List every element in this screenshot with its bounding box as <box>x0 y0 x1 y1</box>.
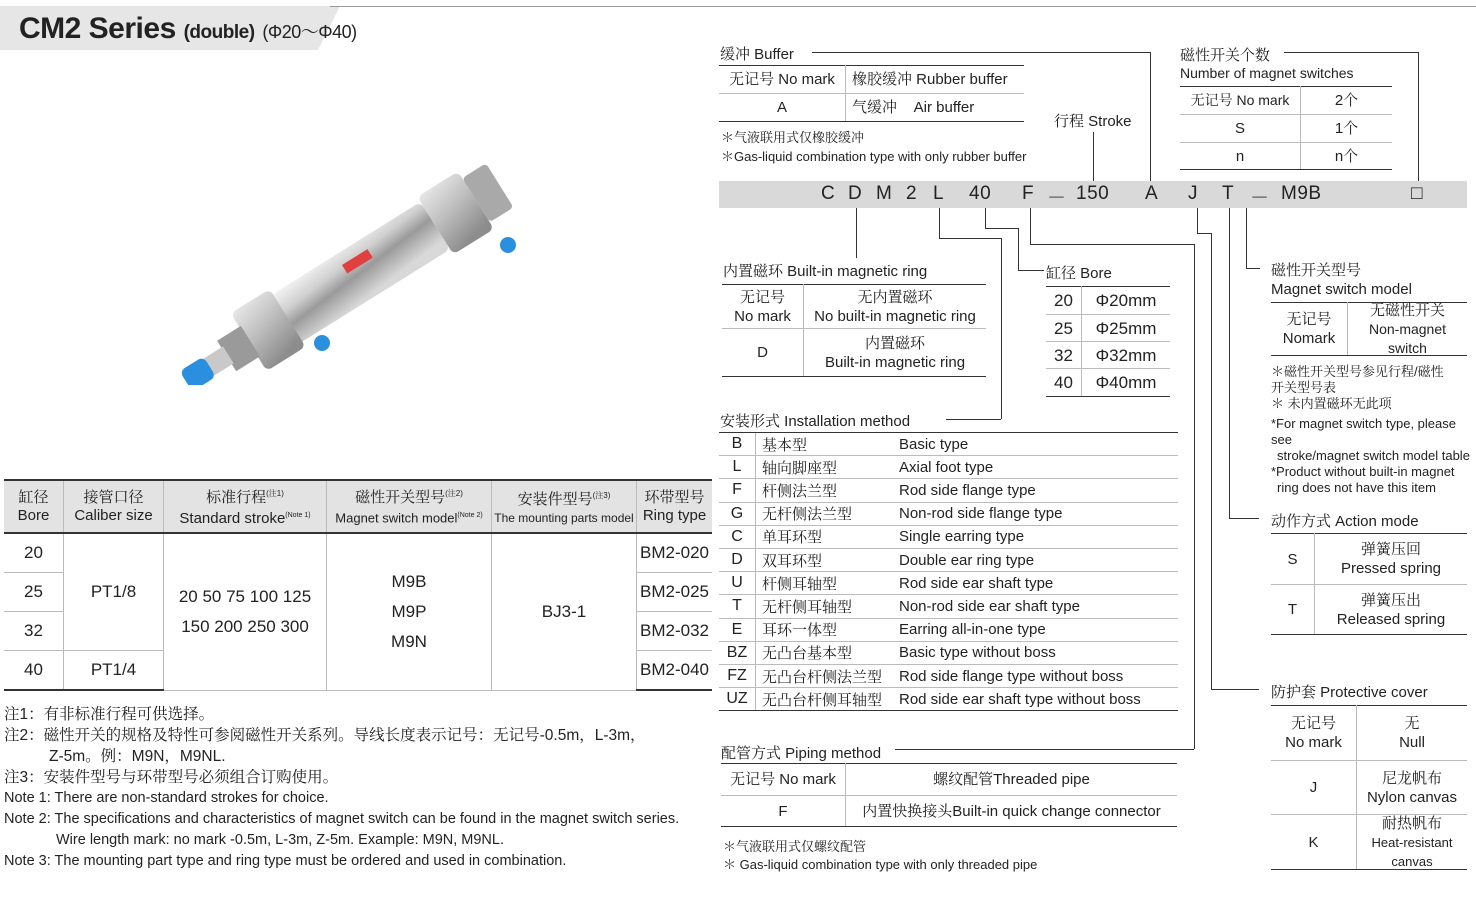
table-row <box>4 533 712 573</box>
install-code: E <box>719 619 756 641</box>
bore-cell: 32 <box>4 612 64 651</box>
install-code: FZ <box>719 665 756 687</box>
bore-cell: 40 <box>4 651 64 691</box>
install-en: Non-rod side ear shaft type <box>899 597 1080 615</box>
note-cn-2-cont: Z-5m。例：M9N，M9NL. <box>49 748 226 765</box>
install-code: UZ <box>719 688 756 710</box>
cylinder-image <box>150 165 570 385</box>
cover-row-2-desc: 耐热帆布 Heat-resistant canvas <box>1371 814 1453 869</box>
series-title: CM2 Series (double) (Φ20～Φ40) <box>19 12 357 45</box>
piping-row-1-code: F <box>778 802 788 820</box>
install-cn: 双耳环型 <box>762 552 823 570</box>
install-en: Double ear ring type <box>899 551 1035 569</box>
install-cn: 单耳环型 <box>762 529 823 547</box>
install-en: Rod side flange type <box>899 481 1036 499</box>
series-double: (double) <box>183 22 255 43</box>
stroke-cell: 20 50 75 100 125 150 200 250 300 <box>164 533 327 690</box>
install-cn: 无凸台杆侧耳轴型 <box>762 691 883 709</box>
action-row-1-desc: 弹簧压出 Released spring <box>1336 591 1446 628</box>
bore-row-2-code: 32 <box>1054 345 1073 365</box>
bore-cell: 20 <box>4 533 64 573</box>
switch-count-row-2-val: n个 <box>1334 147 1359 165</box>
switch-model-code: 无记号 Nomark <box>1282 311 1336 347</box>
switch-model-title-en: Magnet switch model <box>1271 281 1412 298</box>
note-en-3: Note 3: The mounting part type and ring type must be ordered and used in combination. <box>4 853 567 869</box>
action-row-1-code: T <box>1287 601 1298 618</box>
install-cn: 基本型 <box>762 436 808 454</box>
install-cn: 无杆侧耳轴型 <box>762 598 853 616</box>
code-dash-1: － <box>1047 188 1067 209</box>
code-a: A <box>1145 183 1159 204</box>
switch-count-title-cn: 磁性开关个数 <box>1180 47 1271 64</box>
switch-count-row-1-code: S <box>1234 120 1245 137</box>
cover-title: 防护套 Protective cover <box>1271 684 1428 701</box>
code-dash-2: － <box>1250 188 1270 209</box>
col-switch: 磁性开关型号$^{(注2)}$ Magnet switch model$^{(Note 2)}$ <box>327 480 492 533</box>
install-code: BZ <box>719 642 756 664</box>
switch-count-row-0-code: 无记号 No mark <box>1190 92 1290 108</box>
spec-table <box>4 479 712 691</box>
install-cn: 杆侧法兰型 <box>762 482 838 500</box>
switch-model-notes: ＊磁性开关型号参见行程/磁性 开关型号表 ＊ 未内置磁环无此项 *For magnet switch type, please see stroke/magnet switch model table *Product without built-in magnet ring does not have this item <box>1271 364 1470 495</box>
install-en: Earring all-in-one type <box>899 621 1046 639</box>
bore-row-3-val: Φ40mm <box>1095 373 1157 392</box>
install-cn: 无杆侧法兰型 <box>762 506 853 524</box>
ring-cell: BM2-032 <box>637 612 713 651</box>
install-en: Basic type without boss <box>899 644 1056 662</box>
code-switch: M9B <box>1281 183 1322 204</box>
install-row-f <box>719 479 1178 502</box>
install-en: Axial foot type <box>899 458 994 476</box>
cover-row-2-code: K <box>1308 833 1319 851</box>
code-j: J <box>1188 183 1198 204</box>
buffer-row-0-desc: 橡胶缓冲 Rubber buffer <box>852 71 1008 88</box>
buffer-row-1-desc: 气缓冲 Air buffer <box>852 99 975 116</box>
install-row-t <box>719 595 1178 618</box>
code-stroke: 150 <box>1076 183 1110 204</box>
action-title: 动作方式 Action mode <box>1271 513 1419 530</box>
code-l: L <box>933 183 945 204</box>
install-code: D <box>719 549 756 571</box>
col-caliber: 接管口径 Caliber size <box>64 480 164 533</box>
series-range: (Φ20～Φ40) <box>262 22 357 42</box>
switch-count-row-1-val: 1个 <box>1334 120 1359 137</box>
install-row-fz <box>719 665 1178 688</box>
install-code: B <box>719 433 756 455</box>
switch-count-title-en: Number of magnet switches <box>1180 65 1354 81</box>
install-row-c <box>719 526 1178 549</box>
install-row-d <box>719 549 1178 572</box>
ring-cell: BM2-020 <box>637 533 713 573</box>
caliber-cell: PT1/4 <box>64 651 164 691</box>
action-row-0-desc: 弹簧压回 Pressed spring <box>1340 541 1442 577</box>
bore-row-2-val: Φ32mm <box>1095 345 1157 365</box>
cover-row-1-desc: 尼龙帆布 Nylon canvas <box>1366 769 1458 806</box>
note-cn-3: 注3：安装件型号与环带型号必须组合订购使用。 <box>4 769 339 786</box>
code-f: F <box>1022 183 1035 204</box>
note-en-2-cont: Wire length mark: no mark -0.5m, L-3m, Z-5m. Example: M9N, M9NL. <box>56 832 504 848</box>
install-row-uz <box>719 688 1178 711</box>
code-bore: 40 <box>969 183 992 204</box>
piping-note-cn: ＊气液联用式仅螺纹配管 <box>723 839 867 854</box>
bore-row-0-val: Φ20mm <box>1095 291 1157 310</box>
stroke-title: 行程 Stroke <box>1054 113 1132 130</box>
bore-row-1-code: 25 <box>1054 318 1073 338</box>
install-row-b <box>719 433 1178 456</box>
magnetic-ring-row-0-desc: 无内置磁环 No built-in magnetic ring <box>814 288 976 325</box>
buffer-note-cn: ＊气液联用式仅橡胶缓冲 <box>721 130 865 145</box>
bore-title: 缸径 Bore <box>1046 265 1112 282</box>
caliber-cell: PT1/8 <box>64 533 164 651</box>
code-m: M <box>876 183 893 204</box>
install-code: T <box>719 595 756 617</box>
buffer-note-en: ＊Gas-liquid combination type with only rubber buffer <box>721 149 1027 164</box>
install-code: F <box>719 479 756 501</box>
install-code: C <box>719 526 756 548</box>
buffer-row-0-code: 无记号 No mark <box>729 71 835 88</box>
switch-count-row-2-code: n <box>1235 147 1245 165</box>
install-en: Rod side ear shaft type without boss <box>899 690 1141 708</box>
switch-cell: M9B M9P M9N <box>327 533 492 690</box>
col-stroke: 标准行程$^{(注1)}$ Standard stroke$^{(Note 1)}$ <box>164 480 327 533</box>
buffer-title: 缓冲 Buffer <box>720 46 794 63</box>
bore-row-0-code: 20 <box>1054 291 1073 310</box>
switch-model-title-cn: 磁性开关型号 <box>1271 262 1362 279</box>
buffer-row-1-code: A <box>776 99 787 116</box>
install-row-g <box>719 503 1178 526</box>
col-mounting: 安装件型号$^{(注3)}$ The mounting parts model <box>492 480 637 533</box>
install-row-e <box>719 619 1178 642</box>
install-code: L <box>719 456 756 478</box>
piping-row-0-code: 无记号 No mark <box>730 771 836 788</box>
note-cn-2: 注2：磁性开关的规格及特性可参阅磁性开关系列。导线长度表示记号：无记号-0.5m，L-3m， <box>4 727 646 744</box>
switch-model-desc: 无磁性开关 Non-magnet switch <box>1368 301 1447 356</box>
code-count: □ <box>1411 183 1423 204</box>
bore-row-3-code: 40 <box>1054 373 1073 392</box>
install-en: Rod side flange type without boss <box>899 667 1124 685</box>
install-title: 安装形式 Installation method <box>720 413 911 430</box>
piping-title: 配管方式 Piping method <box>721 745 882 762</box>
magnetic-ring-row-0-code: 无记号 No mark <box>734 288 791 325</box>
install-cn: 无凸台杆侧法兰型 <box>762 668 883 686</box>
install-en: Single earring type <box>899 528 1025 546</box>
switch-count-row-0-val: 2个 <box>1334 92 1359 109</box>
install-en: Basic type <box>899 435 969 453</box>
col-bore: 缸径 Bore <box>4 480 64 533</box>
install-row-l <box>719 456 1178 479</box>
install-cn: 杆侧耳轴型 <box>762 575 838 593</box>
code-d: D <box>848 183 863 204</box>
title-rule <box>330 6 1476 7</box>
code-t: T <box>1222 183 1235 204</box>
install-en: Non-rod side flange type <box>899 505 1063 523</box>
install-row-bz <box>719 642 1178 665</box>
cover-row-0-desc: 无 Null <box>1399 715 1425 751</box>
install-code: G <box>719 503 756 525</box>
col-ring: 环带型号 Ring type <box>637 480 713 533</box>
bore-row-1-val: Φ25mm <box>1095 318 1157 338</box>
mounting-cell: BJ3-1 <box>492 533 637 690</box>
cover-row-1-code: J <box>1309 779 1318 796</box>
ring-cell: BM2-025 <box>637 573 713 612</box>
cover-row-0-code: 无记号 No mark <box>1285 715 1342 751</box>
note-en-1: Note 1: There are non-standard strokes for choice. <box>4 790 329 806</box>
install-cn: 耳环一体型 <box>762 622 838 640</box>
note-cn-1: 注1：有非标准行程可供选择。 <box>4 706 215 723</box>
install-cn: 轴向脚座型 <box>762 459 838 477</box>
note-en-2: Note 2: The specifications and characteristics of magnet switch can be found in the magnet switch series. <box>4 811 680 827</box>
piping-row-0-desc: 螺纹配管Threaded pipe <box>933 771 1090 788</box>
piping-note-en: ＊ Gas-liquid combination type with only threaded pipe <box>723 857 1038 872</box>
install-row-u <box>719 572 1178 595</box>
bore-cell: 25 <box>4 573 64 612</box>
install-cn: 无凸台基本型 <box>762 645 853 663</box>
magnetic-ring-row-1-code: D <box>757 344 768 361</box>
magnetic-ring-title: 内置磁环 Built-in magnetic ring <box>723 263 928 280</box>
magnetic-ring-row-1-desc: 内置磁环 Built-in magnetic ring <box>824 334 966 371</box>
action-row-0-code: S <box>1287 550 1298 568</box>
ring-cell: BM2-040 <box>637 651 713 691</box>
code-c: C <box>821 183 836 204</box>
install-en: Rod side ear shaft type <box>899 574 1054 592</box>
piping-row-1-desc: 内置快换接头Built-in quick change connector <box>862 802 1161 820</box>
code-2: 2 <box>906 183 918 204</box>
install-code: U <box>719 572 756 594</box>
